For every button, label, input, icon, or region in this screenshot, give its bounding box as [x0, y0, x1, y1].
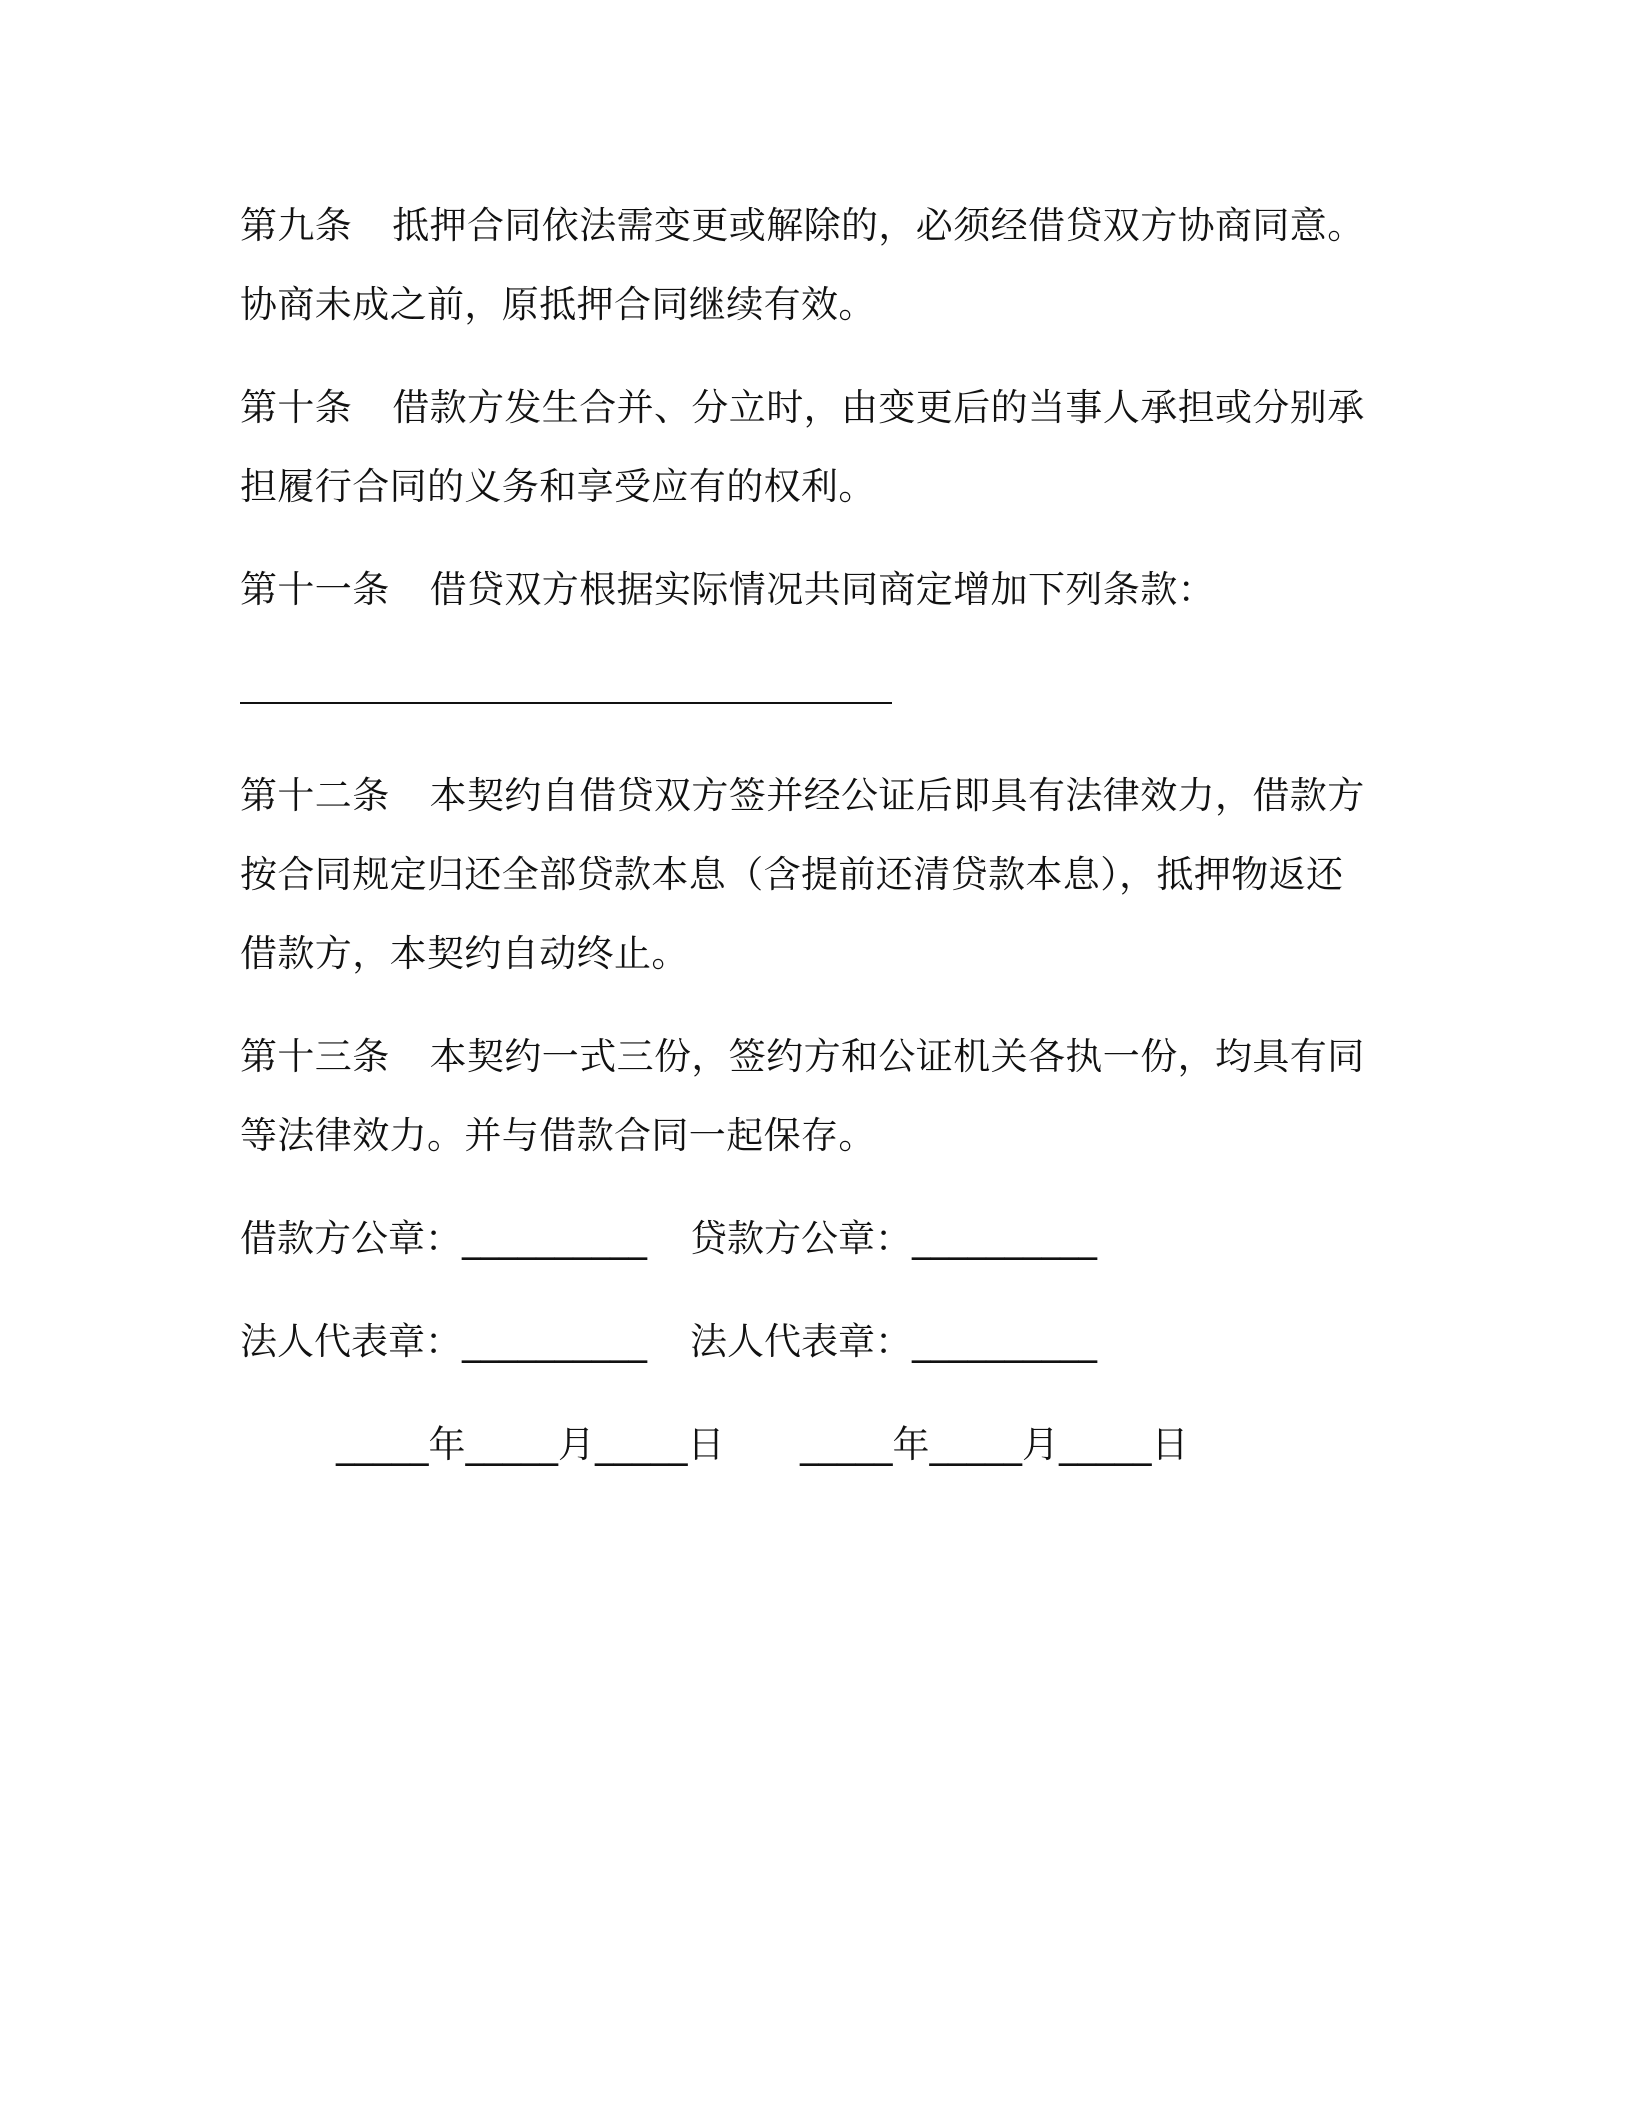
- article-12: [240, 756, 1370, 993]
- additional-terms-blank: [240, 653, 1370, 732]
- article-text: 借贷双方根据实际情况共同商定增加下列条款：: [429, 568, 1216, 611]
- article-text: 协商未成之前，原抵押合同继续有效。: [240, 283, 876, 326]
- article-text: 等法律效力。并与借款合同一起保存。: [240, 1114, 876, 1157]
- article-11: [240, 550, 1370, 629]
- article-text: 本契约自借贷双方签并经公证后即具有法律效力，借款方: [429, 774, 1365, 817]
- article-text: 按合同规定归还全部贷款本息（含提前还清贷款本息），抵押物返还: [240, 853, 1344, 896]
- article-13: [240, 1017, 1370, 1175]
- borrower-date: _____年_____月_____日: [336, 1423, 725, 1466]
- article-text: 抵押合同依法需变更或解除的，必须经借贷双方协商同意。: [392, 204, 1365, 247]
- borrower-seal: 借款方公章：__________: [240, 1217, 647, 1260]
- blank-line: [240, 702, 892, 704]
- seal-row: [240, 1199, 1370, 1278]
- article-number: 第十三条: [240, 1035, 390, 1078]
- article-10: [240, 368, 1370, 526]
- article-number: 第十一条: [240, 568, 390, 611]
- article-text: 担履行合同的义务和享受应有的权利。: [240, 465, 876, 508]
- article-9: [240, 186, 1370, 344]
- legal-rep-row: [240, 1302, 1370, 1381]
- borrower-legal-rep: 法人代表章：__________: [240, 1320, 647, 1363]
- article-number: 第十二条: [240, 774, 390, 817]
- article-text: 借款方，本契约自动终止。: [240, 932, 689, 975]
- article-number: 第九条: [240, 204, 353, 247]
- lender-legal-rep: 法人代表章：__________: [690, 1320, 1097, 1363]
- article-text: 借款方发生合并、分立时，由变更后的当事人承担或分别承: [392, 386, 1365, 429]
- article-text: 本契约一式三份，签约方和公证机关各执一份，均具有同: [429, 1035, 1365, 1078]
- lender-date: _____年_____月_____日: [800, 1423, 1189, 1466]
- date-row: [240, 1405, 1370, 1484]
- lender-seal: 贷款方公章：__________: [690, 1217, 1097, 1260]
- article-number: 第十条: [240, 386, 353, 429]
- document-body: [240, 186, 1370, 1484]
